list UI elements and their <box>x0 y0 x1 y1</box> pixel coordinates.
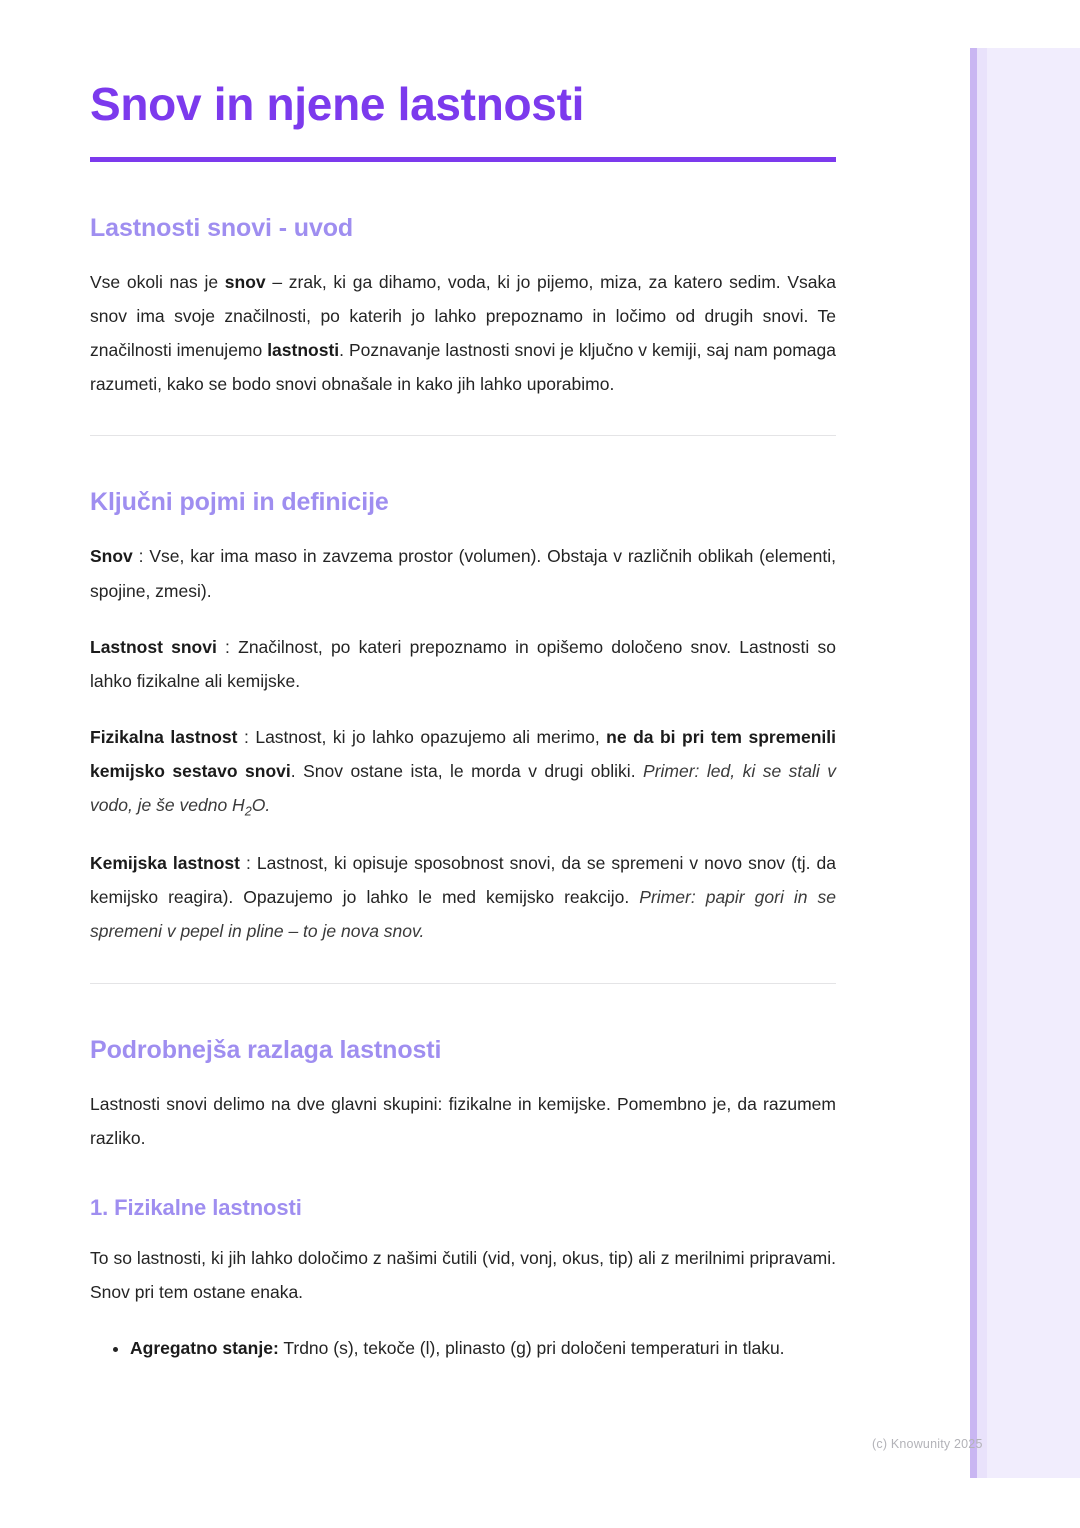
definition-separator-lastnost-snovi: : <box>216 636 239 657</box>
right-panel-inner-edge <box>977 48 987 1478</box>
subsection-paragraph-fizikalne: To so lastnosti, ki jih lahko določimo z našimi čutili (vid, vonj, okus, tip) ali z merilnimi pripravami. Snov pri tem ostane enaka. <box>90 1247 836 1302</box>
intro-paragraph <box>90 265 836 402</box>
definition-text-kemijska: Lastnost, ki opisuje sposobnost snovi, da se spremeni v novo snov (tj. da kemijsko reagira). Opazujemo jo lahko le med kemijsko reakcijo. <box>90 853 837 908</box>
definition-term-kemijska-lastnost: Kemijska lastnost <box>90 853 240 874</box>
section-heading-definitions: Ključni pojmi in definicije <box>90 488 389 517</box>
intro-text-part1: Vse okoli nas je <box>90 271 225 292</box>
definition-kemijska-lastnost <box>90 846 836 948</box>
subsection-heading-fizikalne-lastnosti: 1. Fizikalne lastnosti <box>90 1194 302 1220</box>
intro-text-part3: . Poznavanje lastnosti snovi je ključno v kemiji, saj nam pomaga razumeti, kako se bodo snovi obnašale in kako jih lahko uporabimo. <box>90 340 836 395</box>
example-text-fizikalna-a: Primer: led, ki se stali v vodo, je še vedno H <box>90 761 836 816</box>
definition-term-fizikalna-lastnost: Fizikalna lastnost <box>90 726 238 747</box>
intro-text-part2: – zrak, ki ga dihamo, voda, ki jo pijemo, miza, za katero sedim. Vsaka snov ima svoje značilnosti, po katerih jo lahko prepoznamo in ločimo od drugih snovi. Te značilnosti imenujemo <box>90 271 836 361</box>
definition-example-kemijska: Primer: papir gori in se spremeni v pepel in pline – to je nova snov. <box>90 887 836 942</box>
definition-text-lastnost-snovi: Značilnost, po kateri prepoznamo in opišemo določeno snov. Lastnosti so lahko fizikalne ali kemijske. <box>90 636 836 691</box>
section-divider-2 <box>90 983 836 984</box>
example-text-fizikalna-b: O. <box>251 795 271 816</box>
definition-text-snov: Vse, kar ima maso in zavzema prostor (volumen). Obstaja v različnih oblikah (elementi, spojine, zmesi). <box>90 546 837 601</box>
bullet-text-agregatno-stanje: Trdno (s), tekoče (l), plinasto (g) pri določeni temperaturi in tlaku. <box>278 1338 785 1359</box>
definition-separator-fizikalna-lastnost: : <box>237 726 256 747</box>
title-underline-rule <box>90 157 836 162</box>
h2o-subscript: 2 <box>244 804 252 819</box>
page-title: Snov in njene lastnosti <box>90 78 585 130</box>
section-heading-intro: Lastnosti snovi - uvod <box>90 213 354 242</box>
intro-bold-lastnosti: lastnosti <box>267 340 340 361</box>
section-heading-detail: Podrobnejša razlaga lastnosti <box>90 1035 442 1064</box>
intro-bold-snov: snov <box>224 271 266 292</box>
copyright-watermark: (c) Knowunity 2025 <box>872 1437 983 1451</box>
bullet-term-agregatno-stanje: Agregatno stanje: <box>130 1338 279 1359</box>
definition-term-snov: Snov <box>90 546 133 567</box>
definition-separator-snov: : <box>132 546 150 567</box>
definition-separator-kemijska-lastnost: : <box>239 853 257 874</box>
section-divider-1 <box>90 435 836 436</box>
definition-snov <box>90 539 836 607</box>
right-panel-accent-bar <box>970 48 977 1478</box>
definition-text-fizikalna-a: Lastnost, ki jo lahko opazujemo ali merimo, <box>255 726 607 747</box>
definition-term-lastnost-snovi: Lastnost snovi <box>90 636 217 657</box>
detail-intro-paragraph: Lastnosti snovi delimo na dve glavni skupini: fizikalne in kemijske. Pomembno je, da razumem razliko. <box>90 1093 836 1148</box>
definition-text-fizikalna-b: . Snov ostane ista, le morda v drugi obliki. <box>290 761 644 782</box>
definition-lastnost-snovi <box>90 630 836 698</box>
definition-fizikalna-lastnost <box>90 720 836 824</box>
list-item <box>130 1331 840 1365</box>
definition-bold-fizikalna: ne da bi pri tem spremenili kemijsko sestavo snovi <box>90 726 837 782</box>
fizikalne-lastnosti-list <box>90 1331 840 1365</box>
